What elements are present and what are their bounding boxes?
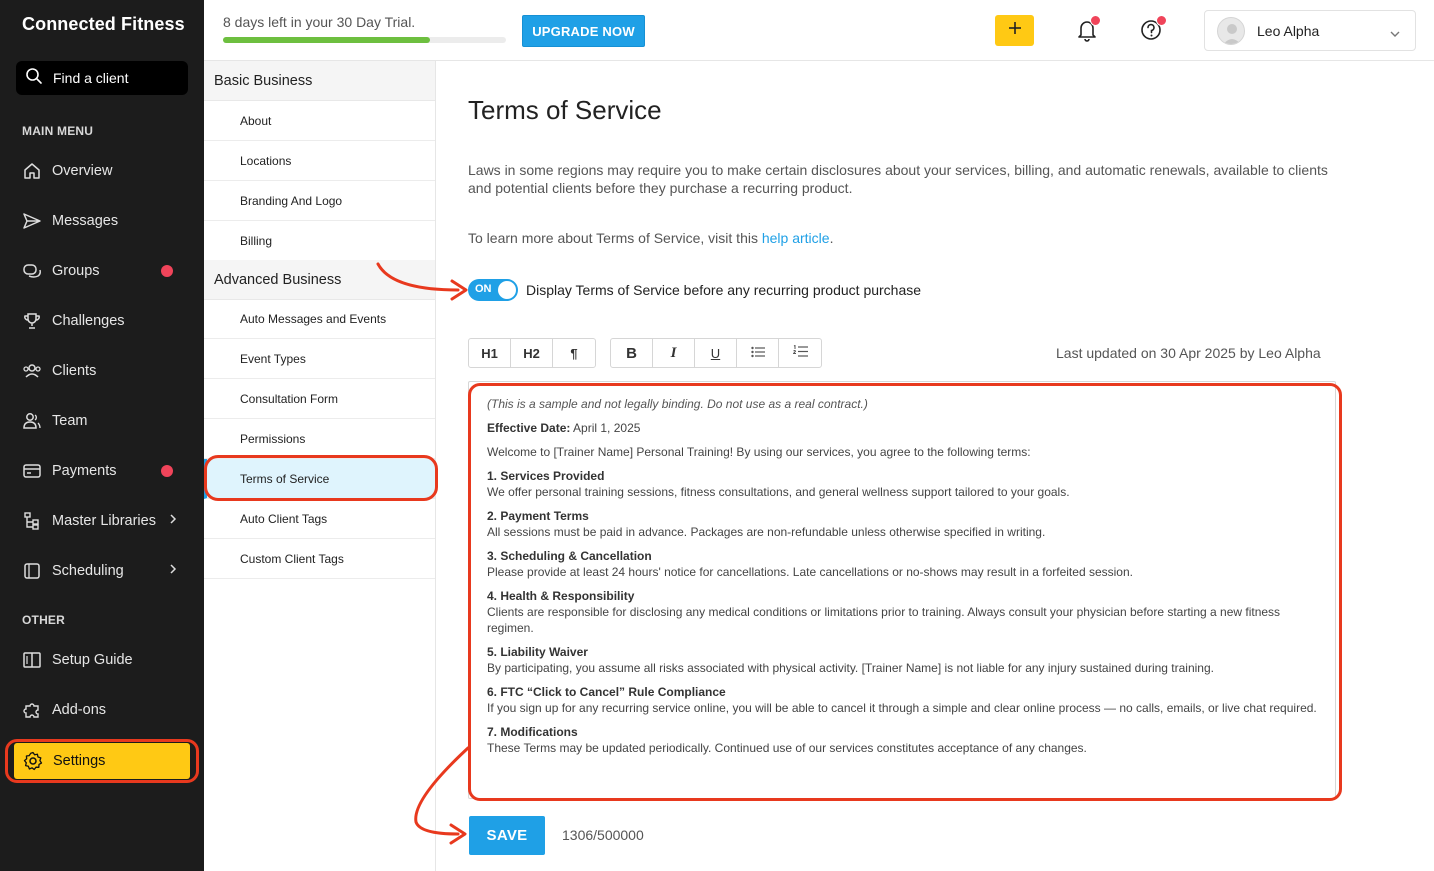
display-tos-toggle[interactable] (468, 279, 518, 301)
nav-item-label: Payments (52, 463, 117, 479)
send-icon (22, 211, 42, 231)
calendar-icon (22, 561, 42, 581)
effective-date-value: April 1, 2025 (570, 421, 641, 435)
add-button[interactable] (995, 15, 1034, 46)
nav-item-label: Messages (52, 213, 119, 229)
subnav-item-auto-client-tags[interactable]: Auto Client Tags (204, 499, 435, 539)
section-body: These Terms may be updated periodically. Continued use of our services constitutes acceptance of any changes. (487, 741, 1087, 755)
notification-badge (161, 465, 173, 477)
bell-icon (1073, 31, 1101, 48)
subnav-item-custom-client-tags[interactable]: Custom Client Tags (204, 539, 435, 579)
main-menu-label: MAIN MENU (22, 124, 94, 138)
trial-progress-fill (223, 37, 430, 43)
nav-item-label: Settings (53, 753, 106, 769)
section-heading: 6. FTC “Click to Cancel” Rule Compliance (487, 685, 726, 699)
user-menu-dropdown[interactable] (1204, 10, 1416, 51)
nav-item-label: Team (52, 413, 88, 429)
effective-date-label: Effective Date: (487, 421, 571, 435)
subnav-item-permissions[interactable]: Permissions (204, 419, 435, 459)
section-heading: 7. Modifications (487, 725, 578, 739)
numbered-list-button[interactable] (779, 339, 821, 367)
section-body: All sessions must be paid in advance. Packages are non-refundable unless otherwise specified in writing. (487, 525, 1046, 539)
subnav-item-consultation-form[interactable]: Consultation Form (204, 379, 435, 419)
subnav-group-advanced-business: Advanced Business (204, 260, 435, 300)
editor-section (487, 644, 1317, 676)
editor-section (487, 468, 1317, 500)
section-body: If you sign up for any recurring service online, you will be able to cancel it through a simple and clear online process — no calls, emails, or live chat required. (487, 701, 1317, 715)
character-count: 1306/500000 (562, 827, 644, 843)
section-heading: 1. Services Provided (487, 469, 605, 483)
nav-item-master-libraries[interactable] (0, 501, 204, 541)
learn-more-text (468, 230, 833, 246)
notifications-button[interactable] (1073, 16, 1101, 44)
save-button[interactable]: SAVE (469, 816, 545, 855)
chevron-down-icon (1389, 25, 1401, 43)
nav-item-label: Master Libraries (52, 513, 156, 529)
section-heading: 2. Payment Terms (487, 509, 589, 523)
book-icon (22, 650, 42, 670)
nav-item-label: Challenges (52, 313, 125, 329)
help-icon (1138, 31, 1166, 48)
notification-badge (161, 265, 173, 277)
avatar (1217, 17, 1245, 45)
editor-section (487, 508, 1317, 540)
search-icon (25, 67, 43, 90)
chevron-right-icon (168, 512, 178, 530)
groups-icon (22, 261, 42, 281)
page-title: Terms of Service (468, 95, 662, 125)
card-icon (22, 461, 42, 481)
section-body: Please provide at least 24 hours' notice for cancellations. Late cancellations or no-shows may result in a forfeited session. (487, 565, 1133, 579)
italic-button[interactable]: I (653, 339, 695, 367)
find-client-label: Find a client (53, 70, 129, 86)
nav-item-settings[interactable] (14, 743, 190, 779)
nav-item-add-ons[interactable] (0, 690, 204, 730)
nav-item-scheduling[interactable] (0, 551, 204, 591)
settings-subnav (204, 61, 436, 871)
gear-icon (23, 751, 43, 771)
nav-item-overview[interactable] (0, 151, 204, 191)
last-updated-text: Last updated on 30 Apr 2025 by Leo Alpha (1056, 345, 1321, 361)
chevron-right-icon (168, 562, 178, 580)
user-name: Leo Alpha (1257, 22, 1320, 39)
sidebar (0, 0, 204, 871)
nav-item-challenges[interactable] (0, 301, 204, 341)
editor-disclaimer: (This is a sample and not legally binding. Do not use as a real contract.) (487, 397, 868, 411)
bullet-list-button[interactable] (737, 339, 779, 367)
section-heading: 5. Liability Waiver (487, 645, 588, 659)
toggle-state-label: ON (475, 283, 492, 295)
upgrade-now-button[interactable]: UPGRADE NOW (522, 15, 645, 47)
editor-section (487, 724, 1317, 756)
nav-item-team[interactable] (0, 401, 204, 441)
team-icon (22, 411, 42, 431)
bold-button[interactable]: B (611, 339, 653, 367)
nav-item-clients[interactable] (0, 351, 204, 391)
nav-item-messages[interactable] (0, 201, 204, 241)
subnav-item-terms-of-service[interactable]: Terms of Service (204, 459, 435, 499)
subnav-item-about[interactable]: About (204, 101, 435, 141)
section-heading: 3. Scheduling & Cancellation (487, 549, 652, 563)
plus-icon (1008, 21, 1022, 40)
nav-item-label: Scheduling (52, 563, 124, 579)
editor-section (487, 548, 1317, 580)
nav-item-payments[interactable] (0, 451, 204, 491)
format-toolbar-group (610, 338, 822, 368)
trial-status-text: 8 days left in your 30 Day Trial. (223, 14, 416, 30)
trophy-icon (22, 311, 42, 331)
nav-item-setup-guide[interactable] (0, 640, 204, 680)
terms-editor[interactable] (468, 381, 1336, 799)
learn-more-prefix: To learn more about Terms of Service, visit this (468, 230, 758, 246)
heading-1-button[interactable]: H1 (469, 339, 511, 367)
puzzle-icon (22, 700, 42, 720)
toggle-knob (498, 281, 516, 299)
section-body: By participating, you assume all risks associated with physical activity. [Trainer Name] is not liable for any injury sustained during training. (487, 661, 1214, 675)
find-client-button[interactable] (16, 61, 188, 95)
other-label: OTHER (22, 613, 65, 627)
editor-section (487, 588, 1317, 636)
numbered-list-icon (793, 345, 808, 361)
intro-text: Laws in some regions may require you to make certain disclosures about your services, billing, and automatic renewals, available to clients and potential clients before they purchase a recurring product. (468, 162, 1328, 196)
learn-more-suffix: . (829, 230, 834, 246)
subnav-item-event-types[interactable]: Event Types (204, 339, 435, 379)
paragraph-button[interactable]: ¶ (570, 345, 578, 361)
editor-welcome: Welcome to [Trainer Name] Personal Training! By using our services, you agree to the following terms: (487, 445, 1031, 459)
section-body: Clients are responsible for disclosing any medical conditions or limitations prior to training. Always consult your physician before starting a new fitness regimen. (487, 605, 1281, 635)
editor-effective-date (487, 420, 1317, 436)
subnav-item-branding-and-logo[interactable]: Branding And Logo (204, 181, 435, 221)
section-body: We offer personal training sessions, fitness consultations, and general wellness support tailored to your goals. (487, 485, 1070, 499)
main-content (436, 61, 1434, 871)
nav-item-label: Setup Guide (52, 652, 133, 668)
subnav-item-auto-messages-and-events[interactable]: Auto Messages and Events (204, 299, 435, 339)
trial-progress-bar (223, 37, 506, 43)
notification-badge (1090, 15, 1101, 26)
nav-item-groups[interactable] (0, 251, 204, 291)
underline-button[interactable]: U (695, 339, 737, 367)
heading-2-button[interactable]: H2 (511, 339, 553, 367)
nav-item-label: Groups (52, 263, 100, 279)
display-tos-label: Display Terms of Service before any recurring product purchase (526, 282, 922, 298)
nav-item-label: Clients (52, 363, 97, 379)
libraries-icon (22, 511, 42, 531)
subnav-group-basic-business: Basic Business (204, 61, 435, 101)
home-icon (22, 161, 42, 181)
nav-item-label: Add-ons (52, 702, 107, 718)
brand-logo: Connected Fitness (22, 14, 185, 34)
editor-section (487, 684, 1317, 716)
subnav-item-billing[interactable]: Billing (204, 221, 435, 261)
notification-badge (1156, 15, 1167, 26)
subnav-item-locations[interactable]: Locations (204, 141, 435, 181)
nav-item-label: Overview (52, 163, 113, 179)
help-article-link[interactable]: help article (761, 230, 830, 246)
top-bar (204, 0, 1434, 61)
section-heading: 4. Health & Responsibility (487, 589, 635, 603)
heading-toolbar-group (468, 338, 596, 368)
bullet-list-icon (751, 346, 765, 361)
help-button[interactable] (1138, 16, 1166, 44)
clients-icon (22, 361, 42, 381)
